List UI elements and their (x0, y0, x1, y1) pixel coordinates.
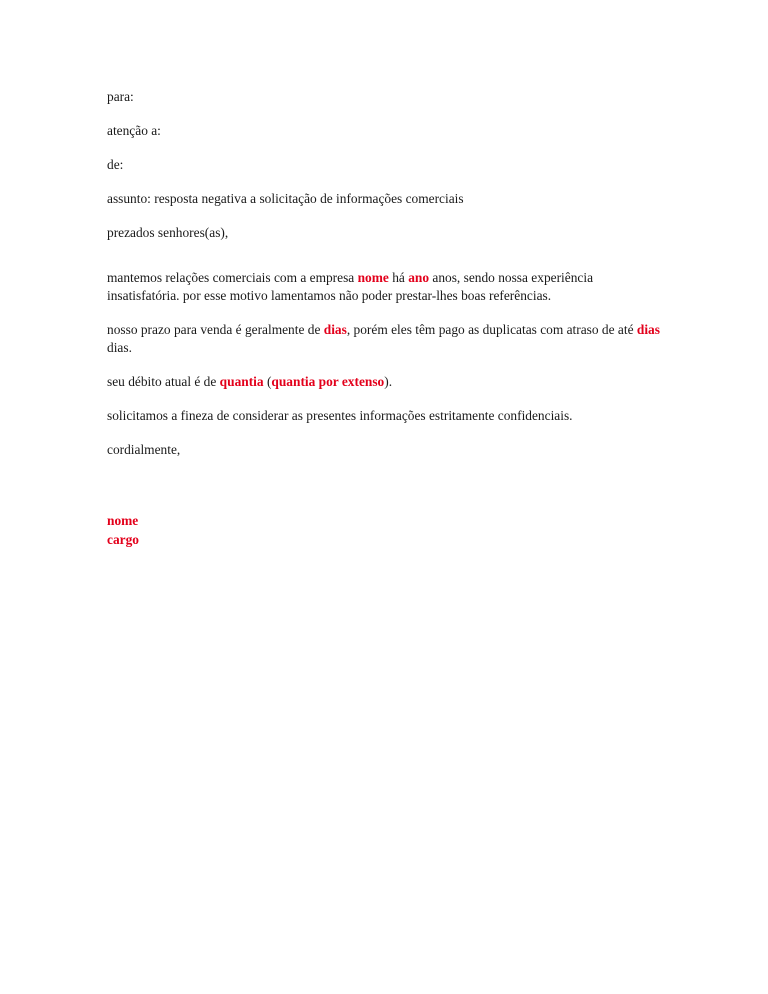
delay-days-field: dias (636, 322, 660, 337)
text-segment: há (388, 270, 409, 285)
text-segment: dias. (107, 340, 132, 355)
body-paragraph-1 (107, 269, 667, 305)
amount-in-words-field: quantia por extenso (271, 374, 385, 389)
salutation: prezados senhores(as), (107, 225, 229, 240)
body-paragraph-4: solicitamos a fineza de considerar as presentes informações estritamente confidenciais. (107, 408, 573, 423)
text-segment: , porém eles têm pago as duplicatas com atraso de até (346, 322, 637, 337)
sales-term-days-field: dias (323, 322, 347, 337)
amount-field: quantia (219, 374, 264, 389)
subject-line: assunto: resposta negativa a solicitação de informações comerciais (107, 191, 464, 206)
body-paragraph-3 (107, 373, 667, 391)
text-segment: nosso prazo para venda é geralmente de (107, 322, 324, 337)
attention-line: atenção a: (107, 123, 161, 138)
body-paragraph-2 (107, 321, 667, 357)
text-segment: ). (384, 374, 393, 389)
years-field: ano (408, 270, 430, 285)
recipient-line: para: (107, 89, 134, 104)
text-segment: seu débito atual é de (107, 374, 220, 389)
text-segment: mantemos relações comerciais com a empresa (107, 270, 358, 285)
text-segment: ( (263, 374, 272, 389)
sender-line: de: (107, 157, 124, 172)
signature-block (107, 511, 667, 549)
letter-document (107, 88, 667, 549)
signer-title-field: cargo (107, 532, 139, 547)
closing-line: cordialmente, (107, 442, 181, 457)
text-segment: anos, sendo nossa experiência insatisfatória. por esse motivo lamentamos não poder prestar-lhes boas referências. (107, 270, 594, 303)
company-name-field: nome (357, 270, 389, 285)
signer-name-field: nome (107, 513, 139, 528)
